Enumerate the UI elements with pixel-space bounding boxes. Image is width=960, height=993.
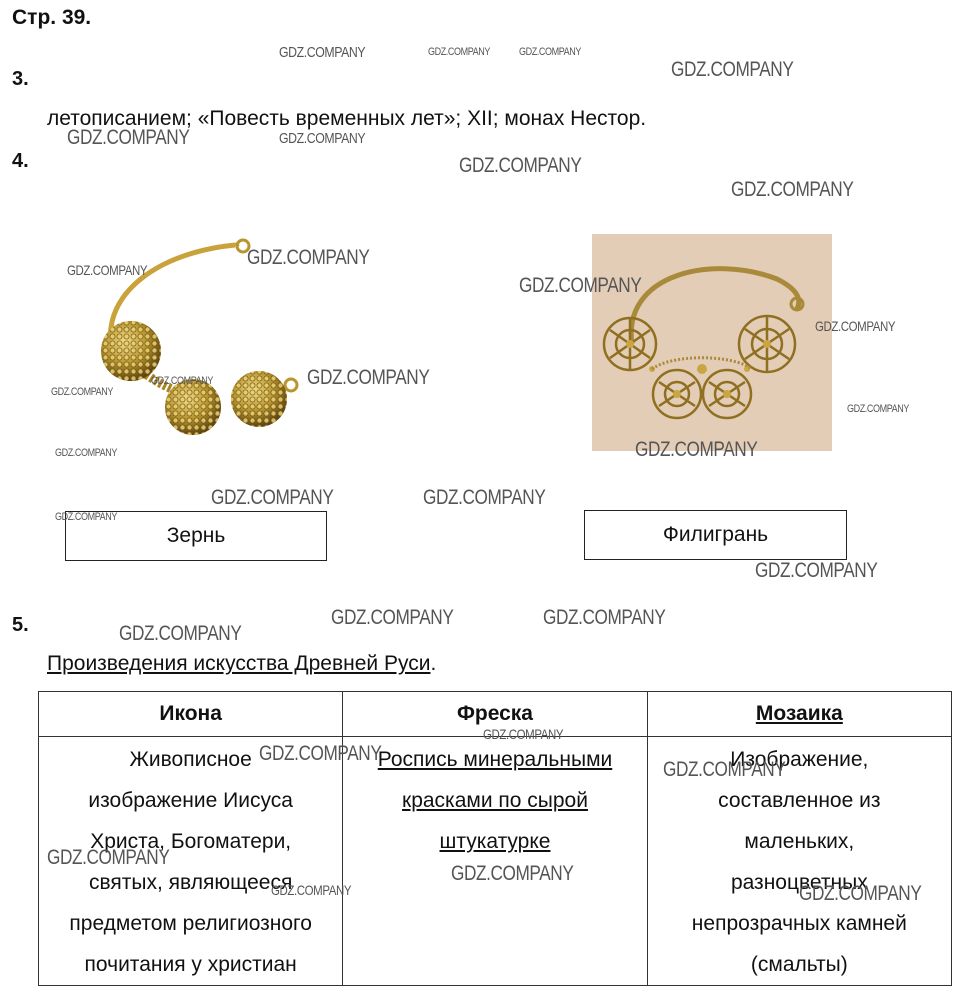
watermark: GDZ.COMPANY	[271, 882, 352, 898]
header-mosaic-text: Мозаика	[755, 702, 843, 725]
fresco-line: штукатурке	[439, 830, 551, 853]
watermark: GDZ.COMPANY	[799, 882, 922, 905]
watermark: GDZ.COMPANY	[67, 126, 190, 149]
watermark: GDZ.COMPANY	[847, 403, 909, 415]
art-table-row	[39, 737, 952, 986]
watermark: GDZ.COMPANY	[211, 486, 334, 509]
mosaic-line: маленьких,	[744, 830, 855, 853]
watermark: GDZ.COMPANY	[423, 486, 546, 509]
watermark: GDZ.COMPANY	[119, 622, 242, 645]
header-icon: Икона	[39, 692, 343, 737]
fresco-line: Роспись минеральными	[377, 748, 613, 771]
icon-line: Живописное	[129, 748, 252, 771]
watermark: GDZ.COMPANY	[731, 178, 854, 201]
question-3-answer: летописанием; «Повесть временных лет»; XII; монах Нестор.	[47, 107, 647, 130]
art-section-title-text: Произведения искусства Древней Руси	[47, 652, 431, 675]
icon-line: Христа, Богоматери,	[90, 830, 292, 853]
watermark: GDZ.COMPANY	[247, 246, 370, 269]
watermark: GDZ.COMPANY	[519, 46, 581, 58]
icon-line: святых, являющееся	[88, 871, 293, 894]
mosaic-line: Изображение,	[730, 748, 869, 771]
art-section-title-period: .	[430, 652, 437, 675]
icon-line: почитания у христиан	[84, 953, 297, 976]
question-3-number: 3.	[12, 68, 29, 90]
watermark: GDZ.COMPANY	[307, 366, 430, 389]
filigree-earring-image	[592, 234, 832, 451]
watermark: GDZ.COMPANY	[279, 44, 366, 61]
art-section-title	[47, 652, 436, 676]
filigree-label: Филигрань	[662, 523, 769, 546]
mosaic-line: непрозрачных камней	[691, 912, 907, 935]
header-fresco: Фреска	[343, 692, 647, 737]
watermark: GDZ.COMPANY	[331, 606, 454, 629]
watermark: GDZ.COMPANY	[151, 375, 213, 387]
granulation-label: Зернь	[166, 524, 226, 547]
filigree-label-box	[584, 510, 847, 560]
mosaic-line: (смальты)	[750, 953, 848, 976]
mosaic-line: составленное из	[718, 789, 881, 812]
watermark: GDZ.COMPANY	[663, 758, 786, 781]
watermark: GDZ.COMPANY	[755, 559, 878, 582]
watermark: GDZ.COMPANY	[635, 438, 758, 461]
watermark: GDZ.COMPANY	[543, 606, 666, 629]
question-5-number: 5.	[12, 614, 29, 636]
page-heading: Стр. 39.	[12, 6, 92, 29]
watermark: GDZ.COMPANY	[519, 274, 642, 297]
question-4-number: 4.	[12, 150, 29, 172]
icon-line: предметом религиозного	[69, 912, 312, 935]
watermark: GDZ.COMPANY	[67, 262, 148, 278]
cell-fresco-definition	[343, 737, 647, 986]
watermark: GDZ.COMPANY	[55, 447, 117, 459]
watermark: GDZ.COMPANY	[279, 130, 366, 147]
icon-line: изображение Иисуса	[88, 789, 293, 812]
watermark: GDZ.COMPANY	[451, 862, 574, 885]
watermark: GDZ.COMPANY	[671, 58, 794, 81]
watermark: GDZ.COMPANY	[483, 726, 564, 742]
watermark: GDZ.COMPANY	[815, 318, 896, 334]
fresco-line: красками по сырой	[402, 789, 588, 812]
watermark: GDZ.COMPANY	[428, 46, 490, 58]
watermark: GDZ.COMPANY	[459, 154, 582, 177]
header-mosaic	[647, 692, 951, 737]
mosaic-line: разноцветных	[730, 871, 868, 894]
watermark: GDZ.COMPANY	[259, 742, 382, 765]
watermark: GDZ.COMPANY	[55, 511, 117, 523]
watermark: GDZ.COMPANY	[51, 386, 113, 398]
watermark: GDZ.COMPANY	[47, 846, 170, 869]
